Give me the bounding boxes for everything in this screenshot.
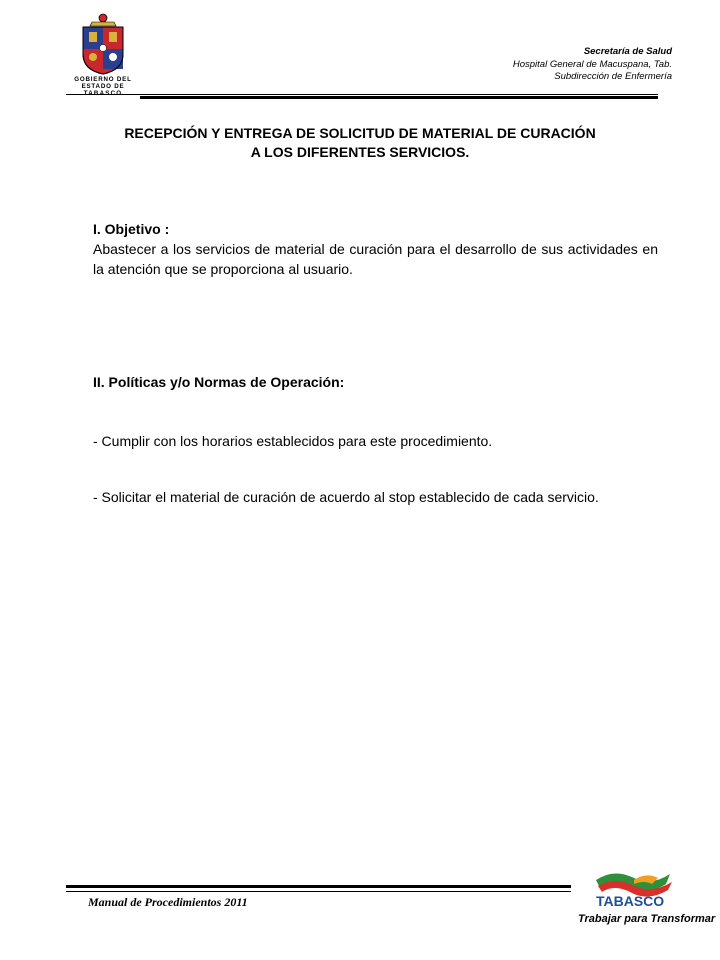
footer-manual-label: Manual de Procedimientos 2011 (88, 895, 248, 909)
tabasco-logo (574, 866, 716, 928)
objective-text: Abastecer a los servicios de material de curación para el desarrollo de sus actividades en la atención que se proporciona al usuario. (93, 241, 658, 277)
logo-slogan: Trabajar para Transformar (578, 913, 716, 925)
policy-item-1: - Cumplir con los horarios establecidos para este procedimiento. (93, 433, 493, 449)
policies-heading: II. Políticas y/o Normas de Operación: (93, 374, 345, 390)
policy-item-2: - Solicitar el material de curación de acuerdo al stop establecido de cada servicio. (93, 489, 599, 505)
crest-text-line2: ESTADO DE (81, 83, 125, 90)
title-line-2: A LOS DIFERENTES SERVICIOS. (250, 144, 470, 160)
header-divider-thick (140, 96, 658, 99)
header-department: Subdirección de Enfermería (554, 71, 672, 82)
title-line-1: RECEPCIÓN Y ENTREGA DE SOLICITUD DE MATERIAL DE CURACIÓN (124, 125, 596, 141)
state-crest-logo (66, 12, 140, 98)
header-organization: Secretaría de Salud (583, 46, 672, 57)
header-divider-thin (66, 94, 658, 95)
header-hospital: Hospital General de Macuspana, Tab. (512, 58, 672, 70)
header-info (513, 46, 672, 84)
crest-text-line1: GOBIERNO DEL (74, 76, 132, 83)
crest-text-line3: TABASCO (83, 90, 123, 97)
logo-word: TABASCO (596, 893, 665, 909)
footer-divider-thin (66, 891, 571, 892)
footer-divider-thick (66, 885, 571, 888)
document-title (60, 124, 660, 162)
objective-heading: I. Objetivo : (93, 221, 170, 237)
